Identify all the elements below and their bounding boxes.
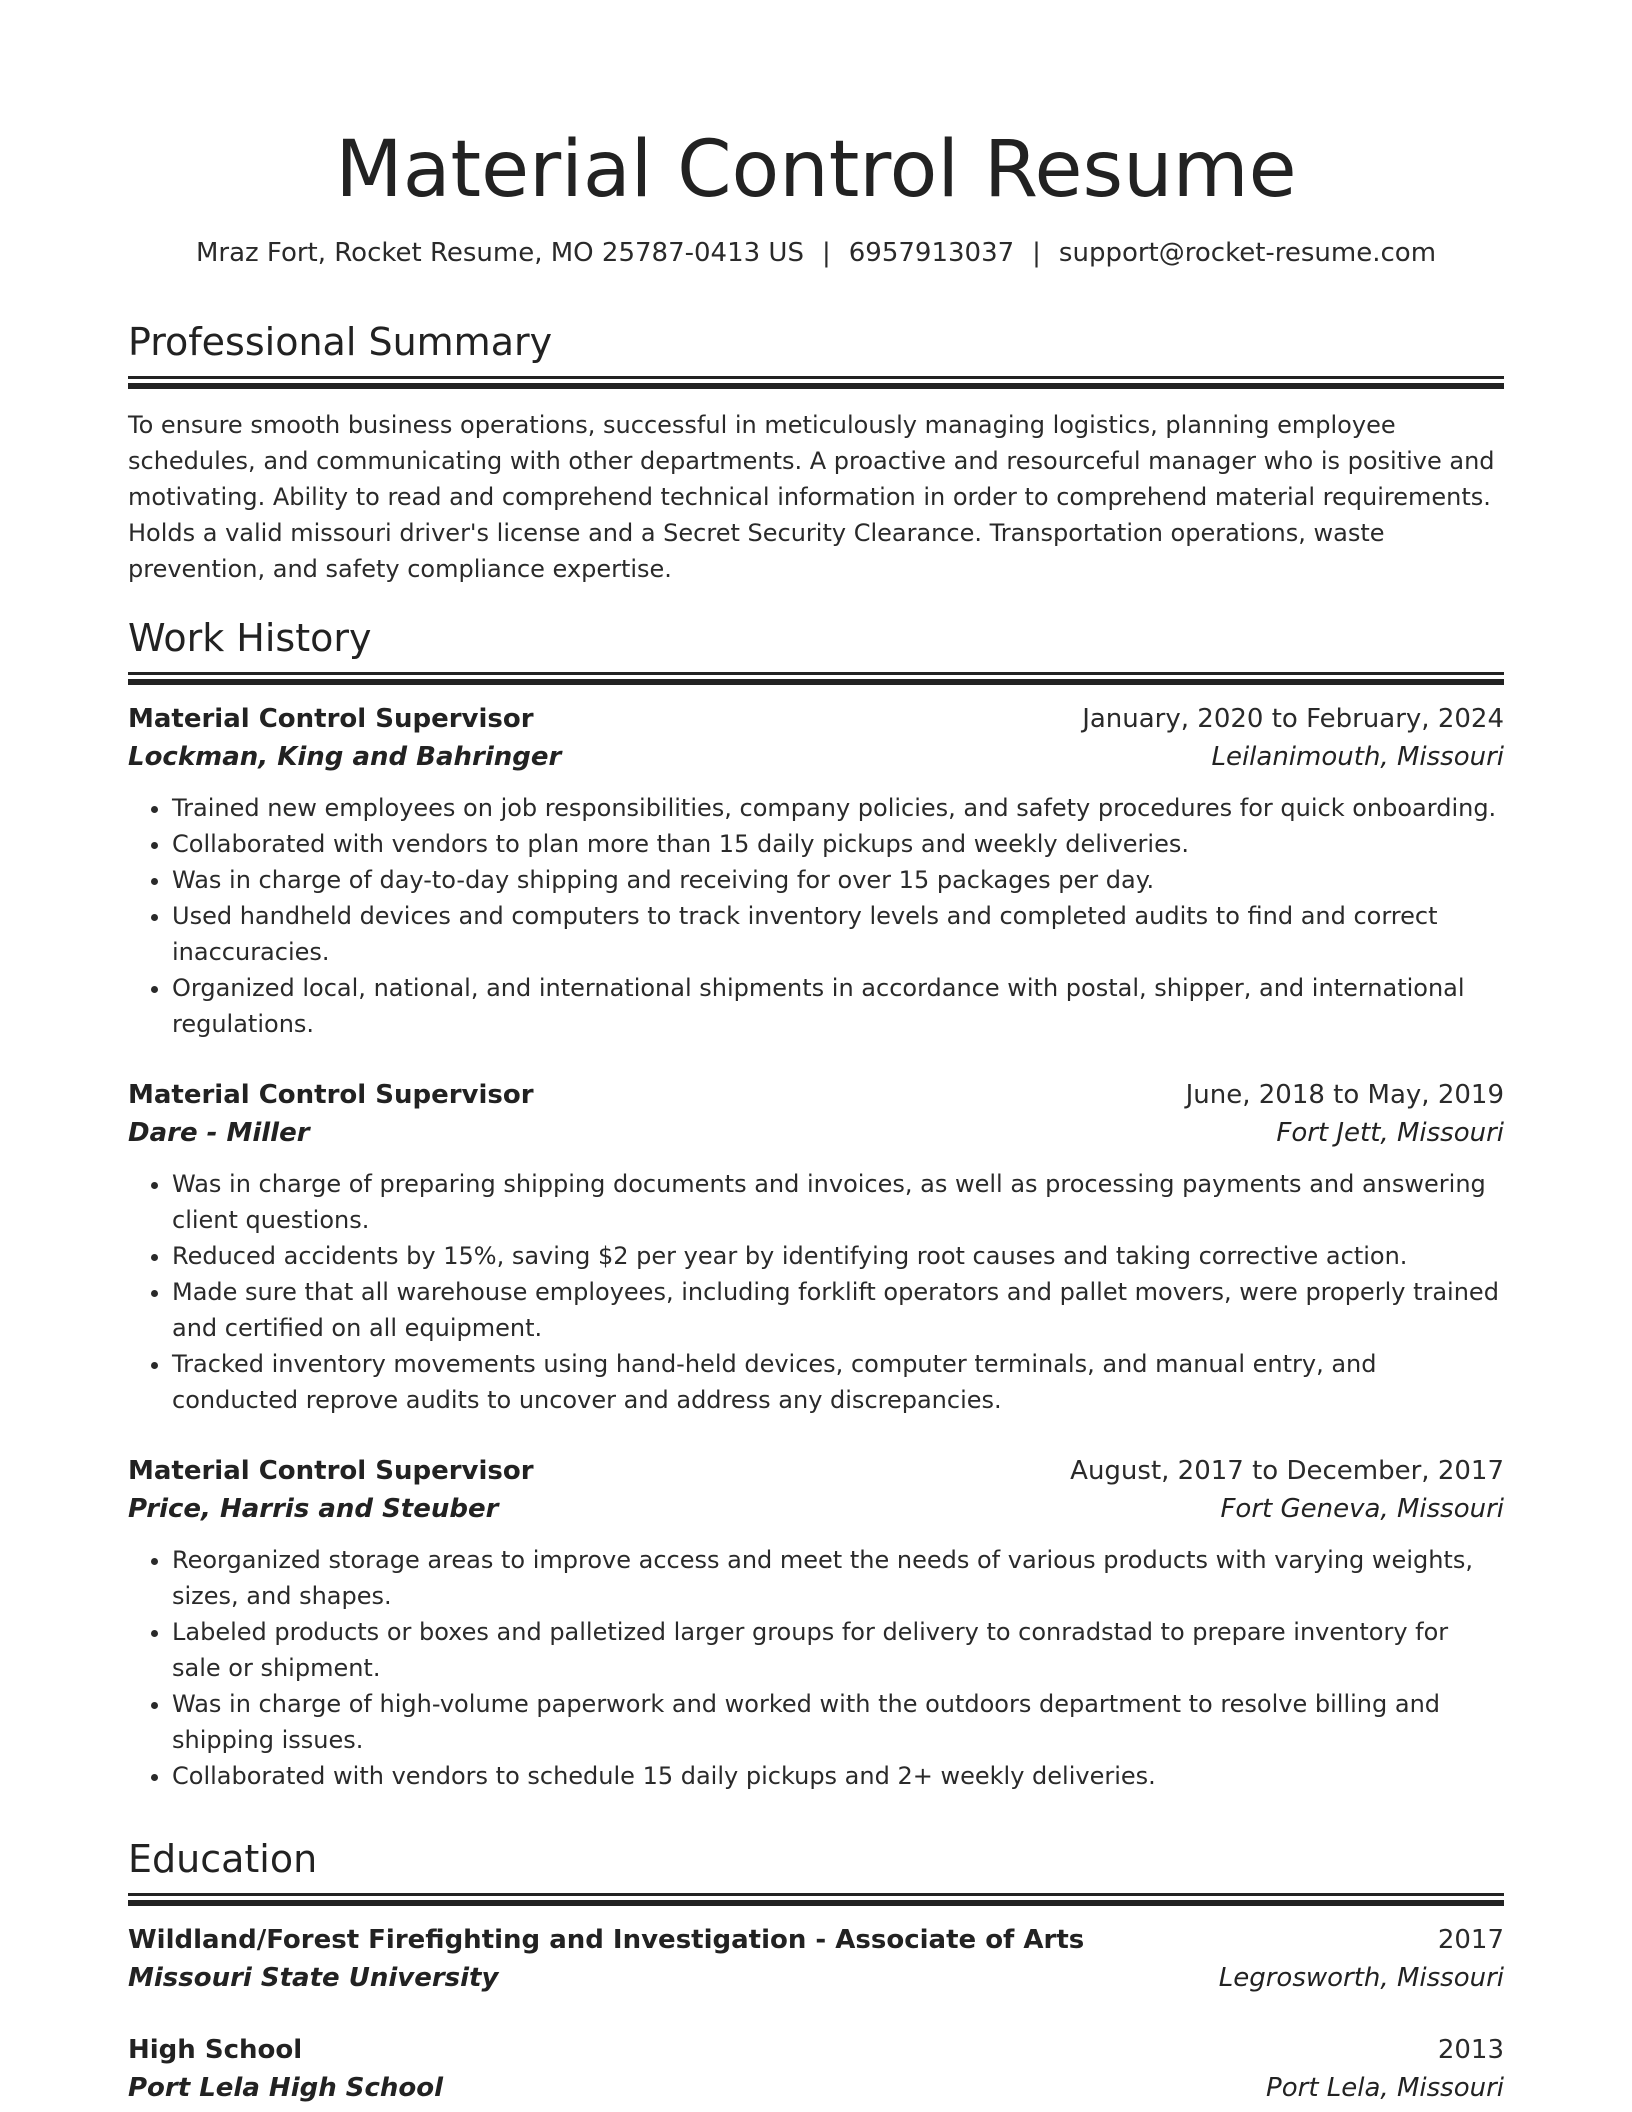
section-title-summary: Professional Summary	[128, 320, 553, 364]
contact-separator: |	[1032, 238, 1041, 268]
education-school: Port Lela High School	[128, 2073, 444, 2103]
education-school: Missouri State University	[128, 1963, 499, 1993]
education-school-row	[128, 2069, 1504, 2107]
job-header-row	[128, 1076, 1504, 1114]
section-title-education: Education	[128, 1837, 318, 1881]
list-item: • Used handheld devices and computers to track inventory levels and completed audits to find and correct inaccuracies.	[172, 898, 1504, 970]
job-org-row	[128, 1490, 1504, 1528]
list-item: • Made sure that all warehouse employees, including forklift operators and pallet movers, were properly trained and certified on all equipment.	[172, 1274, 1504, 1346]
job-org-row	[128, 1114, 1504, 1152]
list-item: • Reorganized storage areas to improve access and meet the needs of various products with varying weights, sizes, and shapes.	[172, 1542, 1504, 1614]
job-dates: January, 2020 to February, 2024	[1082, 704, 1504, 734]
resume-title: Material Control Resume	[335, 125, 1297, 215]
job-company: Lockman, King and Bahringer	[128, 742, 562, 772]
job-bullets	[128, 1542, 1504, 1794]
job-header-row	[128, 700, 1504, 738]
list-item: • Tracked inventory movements using hand-held devices, computer terminals, and manual entry, and conducted reprove audits to uncover and address any discrepancies.	[172, 1346, 1504, 1418]
job-entry	[128, 1076, 1504, 1418]
contact-line	[128, 236, 1504, 270]
education-header-row	[128, 2031, 1504, 2069]
education-entry	[128, 1921, 1504, 1997]
list-item: • Was in charge of high-volume paperwork and worked with the outdoors department to resolve billing and shipping issues.	[172, 1686, 1504, 1758]
list-item: • Collaborated with vendors to plan more than 15 daily pickups and weekly deliveries.	[172, 826, 1504, 862]
contact-separator: |	[821, 238, 831, 268]
work-history-section	[128, 614, 1504, 1790]
list-item: • Was in charge of day-to-day shipping and receiving for over 15 packages per day.	[172, 862, 1504, 898]
contact-email: support@rocket-resume.com	[1058, 238, 1437, 268]
job-location: Leilanimouth, Missouri	[1211, 742, 1504, 772]
section-divider	[128, 672, 1504, 683]
job-title: Material Control Supervisor	[128, 1080, 534, 1110]
job-location: Fort Jett, Missouri	[1276, 1118, 1504, 1148]
job-entry	[128, 700, 1504, 1042]
section-divider	[128, 376, 1504, 387]
education-degree: High School	[128, 2035, 303, 2065]
job-bullets	[128, 790, 1504, 1042]
job-company: Dare - Miller	[128, 1118, 310, 1148]
section-title-work-history: Work History	[128, 616, 372, 660]
education-school-row	[128, 1959, 1504, 1997]
education-year: 2013	[1437, 2035, 1504, 2065]
education-degree: Wildland/Forest Firefighting and Investigation - Associate of Arts	[128, 1925, 1085, 1955]
list-item: • Was in charge of preparing shipping documents and invoices, as well as processing payments and answering client questions.	[172, 1166, 1504, 1238]
list-item: • Collaborated with vendors to schedule 15 daily pickups and 2+ weekly deliveries.	[172, 1758, 1504, 1794]
section-divider	[128, 1893, 1504, 1904]
summary-section	[128, 318, 1504, 587]
education-header-row	[128, 1921, 1504, 1959]
list-item: • Trained new employees on job responsibilities, company policies, and safety procedures for quick onboarding.	[172, 790, 1504, 826]
education-location: Legrosworth, Missouri	[1218, 1963, 1504, 1993]
summary-text: To ensure smooth business operations, successful in meticulously managing logistics, planning employee schedules, and communicating with other departments. A proactive and resourceful manager who is positive and motivating. Ability to read and comprehend technical information in order to comprehend material requirements. Holds a valid missouri driver's license and a Secret Security Clearance. Transportation operations, waste prevention, and safety compliance expertise.	[128, 411, 1495, 583]
list-item: • Organized local, national, and international shipments in accordance with postal, shipper, and international regulations.	[172, 970, 1504, 1042]
job-org-row	[128, 738, 1504, 776]
education-location: Port Lela, Missouri	[1266, 2073, 1504, 2103]
job-bullets	[128, 1166, 1504, 1418]
education-entry	[128, 2031, 1504, 2107]
contact-address: Mraz Fort, Rocket Resume, MO 25787-0413 US	[195, 238, 804, 268]
job-company: Price, Harris and Steuber	[128, 1494, 499, 1524]
education-year: 2017	[1437, 1925, 1504, 1955]
education-section	[128, 1835, 1504, 2103]
job-dates: June, 2018 to May, 2019	[1185, 1080, 1504, 1110]
contact-phone: 6957913037	[848, 238, 1015, 268]
job-entry	[128, 1452, 1504, 1794]
job-header-row	[128, 1452, 1504, 1490]
job-title: Material Control Supervisor	[128, 704, 534, 734]
list-item: • Reduced accidents by 15%, saving $2 per year by identifying root causes and taking corrective action.	[172, 1238, 1504, 1274]
job-title: Material Control Supervisor	[128, 1456, 534, 1486]
resume-page	[128, 0, 1504, 2103]
job-location: Fort Geneva, Missouri	[1220, 1494, 1504, 1524]
list-item: • Labeled products or boxes and palletized larger groups for delivery to conradstad to prepare inventory for sale or shipment.	[172, 1614, 1504, 1686]
job-dates: August, 2017 to December, 2017	[1070, 1456, 1504, 1486]
